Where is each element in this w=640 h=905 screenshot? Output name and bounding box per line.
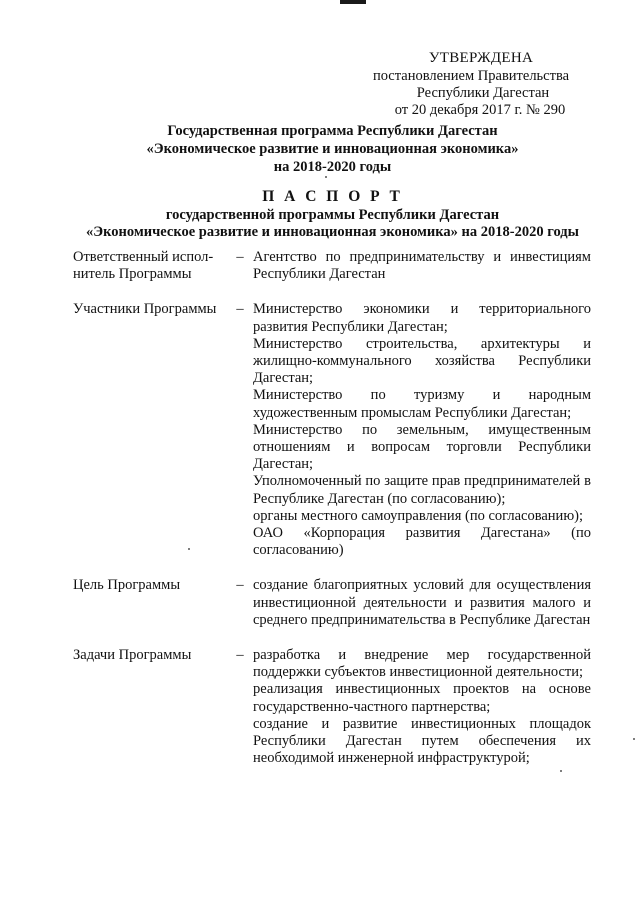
row-dash: – bbox=[236, 647, 244, 664]
row-item: Министерство экономики и территориального развития Республики Дагестан; bbox=[253, 301, 591, 335]
approval-stamp bbox=[356, 50, 586, 119]
row-item: ОАО «Корпорация развития Дагестана» (по согласованию) bbox=[253, 525, 591, 559]
approval-line: Республики Дагестан bbox=[416, 85, 550, 101]
passport-word: П А С П О Р Т bbox=[262, 188, 403, 205]
row-item: Министерство строительства, архитектуры и жилищно-коммунального хозяйства Республики Дагестан; bbox=[253, 335, 591, 387]
row-item: создание благоприятных условий для осуществления инвестиционной деятельности и развития малого и среднего предпринимательства в Республике Дагестан bbox=[253, 577, 591, 628]
row-value bbox=[253, 577, 593, 629]
approval-title: УТВЕРЖДЕНА bbox=[428, 50, 534, 66]
row-label: Задачи Программы bbox=[73, 647, 192, 664]
row-item: разработка и внедрение мер государственной поддержки субъектов инвестиционной деятельности; bbox=[253, 647, 591, 681]
row-label: Цель Программы bbox=[73, 577, 181, 594]
passport-heading bbox=[60, 188, 605, 242]
program-title-line: Государственная программа Республики Дагестан bbox=[167, 123, 498, 139]
passport-subtitle: «Экономическое развитие и инновационная экономика» на 2018-2020 годы bbox=[86, 224, 579, 240]
program-title bbox=[60, 122, 605, 176]
passport-table bbox=[73, 249, 593, 767]
scan-speck bbox=[560, 770, 562, 772]
program-title-line: на 2018-2020 годы bbox=[273, 159, 392, 175]
scan-speck bbox=[325, 176, 327, 178]
row-value bbox=[253, 301, 593, 559]
approval-line: постановлением Правительства bbox=[372, 68, 570, 84]
approval-date: от 20 декабря 2017 г. № 290 bbox=[394, 102, 566, 118]
row-label: Участники Программы bbox=[73, 301, 217, 318]
row-item: реализация инвестиционных проектов на основе государственно-частного партнерства; bbox=[253, 681, 591, 715]
row-value bbox=[253, 249, 593, 283]
scan-artifact bbox=[340, 0, 366, 4]
row-label: Ответственный испол-нитель Программы bbox=[73, 249, 214, 283]
row-item: Агентство по предпринимательству и инвестициям Республики Дагестан bbox=[253, 249, 591, 283]
row-item: Министерство по земельным, имущественным отношениям и вопросам торговли Республики Дагестан; bbox=[253, 421, 591, 473]
passport-row-participants bbox=[73, 301, 593, 559]
passport-row-responsible bbox=[73, 249, 593, 283]
row-item: органы местного самоуправления (по согласованию); bbox=[253, 507, 584, 524]
row-item: Уполномоченный по защите прав предпринимателей в Республике Дагестан (по согласованию); bbox=[253, 473, 591, 507]
passport-subtitle: государственной программы Республики Дагестан bbox=[165, 206, 500, 223]
row-value bbox=[253, 647, 593, 767]
row-dash: – bbox=[236, 301, 244, 318]
row-item: создание и развитие инвестиционных площадок Республики Дагестан путем обеспечения их необходимой инженерной инфраструктурой; bbox=[253, 715, 591, 767]
passport-row-tasks bbox=[73, 647, 593, 767]
passport-row-goal bbox=[73, 577, 593, 629]
row-item: Министерство по туризму и народным художественным промыслам Республики Дагестан; bbox=[253, 387, 591, 421]
program-title-line: «Экономическое развитие и инновационная экономика» bbox=[146, 141, 519, 157]
scan-speck bbox=[633, 738, 635, 740]
row-dash: – bbox=[236, 577, 244, 594]
row-dash: – bbox=[236, 249, 244, 265]
